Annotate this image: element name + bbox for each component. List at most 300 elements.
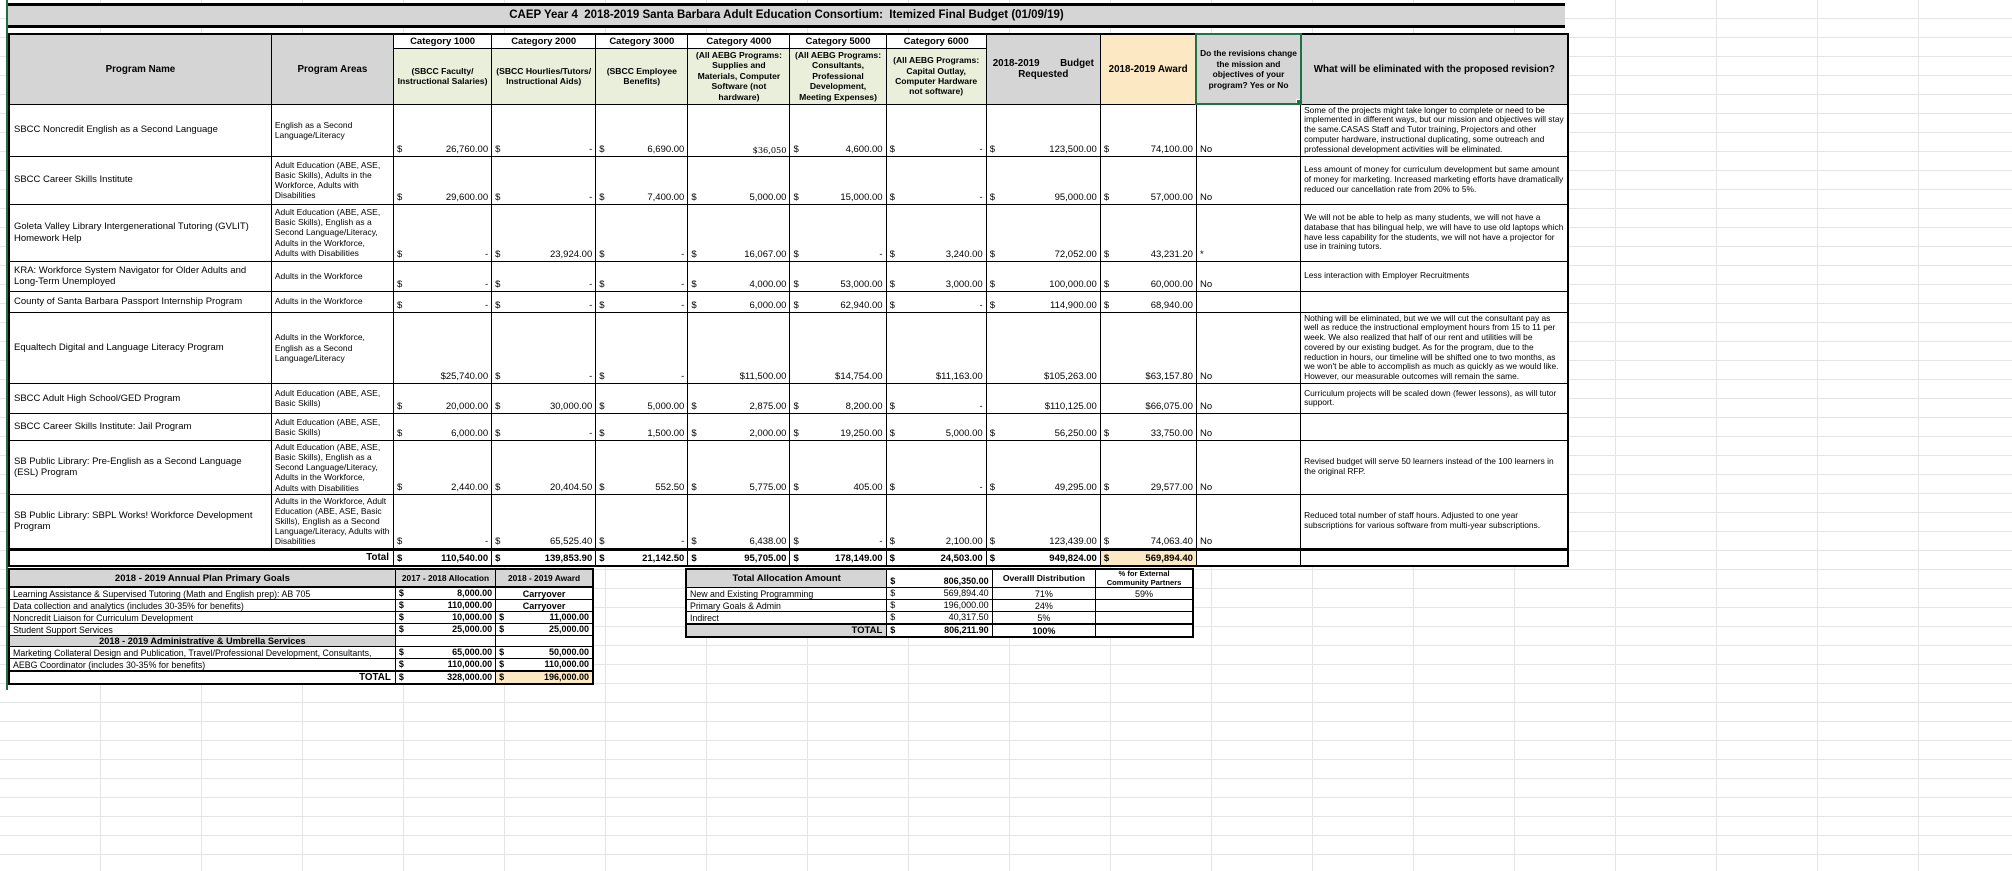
currency-symbol: $ [599, 143, 605, 155]
amount-value: 74,100.00 [1150, 143, 1193, 155]
col-subheader-category-2000[interactable]: (SBCC Hourlies/Tutors/ Instructional Aids) [492, 48, 596, 104]
currency-symbol: $ [1103, 191, 1110, 203]
cell-program-areas[interactable]: Adult Education (ABE, ASE, Basic Skills) [271, 383, 393, 413]
amount-value: 110,000.00 [544, 659, 589, 669]
cell-award[interactable] [1100, 261, 1196, 291]
cell-revisions-answer[interactable]: No [1196, 383, 1300, 413]
amount-value: 10,000.00 [452, 612, 493, 622]
cell-cat4000[interactable] [688, 383, 790, 413]
goals-total-award[interactable] [496, 671, 593, 684]
alloc-total-row [686, 624, 1193, 637]
amount-value: 114,900.00 [1050, 299, 1097, 311]
alloc-total-label[interactable]: TOTAL [686, 624, 887, 637]
total-revisions-empty[interactable] [1196, 549, 1300, 566]
total-cat3000[interactable] [596, 549, 688, 566]
cell-cat2000[interactable] [492, 413, 596, 440]
goals-award-value[interactable]: Carryover [496, 600, 593, 612]
currency-symbol: $ [989, 278, 995, 290]
goals-row [9, 659, 593, 672]
cell-cat4000[interactable] [688, 440, 790, 494]
cell-cat6000[interactable] [886, 104, 986, 156]
cell-cat6000[interactable] [886, 156, 986, 204]
currency-symbol: $ [1103, 481, 1110, 493]
cell-eliminated-text[interactable]: Nothing will be eliminated, but we we will cut the consultant pay as well as reduce the instructional employment hours from 15 to 11 per week. We also realized that half of our rent and utilities will be covered by our existing budget. As for the program, due to the reduction in hours, our timeline will be shifted one to two months, as we won't be able to accomplish as much as quickly as we would like. However, our measurable outcomes will remain the same. [1301, 312, 1568, 383]
cell-program-name[interactable]: KRA: Workforce System Navigator for Older Adults and Long-Term Unemployed [9, 261, 271, 291]
currency-symbol: $ [495, 553, 501, 565]
amount-value: - [589, 427, 593, 439]
total-cat4000[interactable] [688, 549, 790, 566]
amount-value: 405.00 [853, 481, 883, 493]
alloc-row [686, 588, 1193, 600]
cell-budget-requested[interactable] [986, 104, 1100, 156]
goals-item-label[interactable]: Learning Assistance & Supervised Tutoring (Math and English prep): AB 705 [9, 587, 395, 600]
cell-revisions-answer[interactable]: No [1196, 312, 1300, 383]
goals-header-row [9, 569, 593, 587]
amount-value: - [879, 535, 883, 547]
cell-revisions-answer[interactable]: No [1196, 413, 1300, 440]
cell-cat3000[interactable] [596, 261, 688, 291]
currency-symbol: $ [890, 625, 896, 636]
goals-row [9, 587, 593, 600]
cell-budget-requested[interactable]: $105,263.00 [986, 312, 1100, 383]
program-row [9, 156, 1568, 204]
cell-program-name[interactable]: Equaltech Digital and Language Literacy Program [9, 312, 271, 383]
program-row [9, 413, 1568, 440]
col-subheader-category-3000[interactable]: (SBCC Employee Benefits) [596, 48, 688, 104]
cell-program-areas[interactable]: Adults in the Workforce, English as a Second Language/Literacy [271, 312, 393, 383]
amount-value: - [681, 299, 685, 311]
col-header-category-4000[interactable]: Category 4000 [688, 34, 790, 48]
cell-cat1000[interactable] [393, 156, 491, 204]
amount-value: 123,500.00 [1049, 143, 1097, 155]
frozen-pane-line [6, 0, 8, 690]
cell-revisions-answer[interactable]: * [1196, 204, 1300, 261]
cell-cat6000[interactable] [886, 291, 986, 312]
amount-value: 569,894.40 [943, 588, 989, 599]
cell-cat3000[interactable] [596, 383, 688, 413]
cell-program-areas[interactable]: Adults in the Workforce, Adult Education (ABE, ASE, Basic Skills), English as a Second Language/Literacy, Adults with Disabilities [271, 494, 393, 549]
cell-program-areas[interactable]: Adults in the Workforce [271, 261, 393, 291]
cell-cat3000[interactable] [596, 291, 688, 312]
alloc-header-distribution[interactable]: Overalll Distribution [992, 569, 1095, 588]
cell-budget-requested[interactable] [986, 204, 1100, 261]
cell-budget-requested[interactable] [986, 261, 1100, 291]
amount-value: 21,142.50 [642, 553, 685, 565]
alloc-amount-value[interactable] [887, 588, 992, 600]
amount-value: 2,100.00 [945, 535, 983, 547]
cell-cat1000[interactable] [393, 440, 491, 494]
cell-program-name[interactable]: SB Public Library: Pre-English as a Second Language (ESL) Program [9, 440, 271, 494]
cell-award[interactable] [1100, 204, 1196, 261]
cell-cat1000[interactable] [393, 413, 491, 440]
cell-program-areas[interactable]: Adult Education (ABE, ASE, Basic Skills), English as a Second Language/Literacy, Adults in the Workforce, Adults with Disabilities [271, 440, 393, 494]
goals-item-label[interactable]: Student Support Services [9, 624, 395, 636]
currency-symbol: $ [793, 553, 799, 565]
col-header-award[interactable]: 2018-2019 Award [1100, 34, 1196, 104]
goals-award-value[interactable] [496, 624, 593, 636]
cell-cat4000[interactable] [688, 494, 790, 549]
goals-header-title[interactable]: 2018 - 2019 Annual Plan Primary Goals [9, 569, 395, 587]
cell-program-areas[interactable]: Adult Education (ABE, ASE, Basic Skills), English as a Second Language/Literacy, Adults in the Workforce, Adults with Disabilities [271, 204, 393, 261]
cell-cat2000[interactable] [492, 383, 596, 413]
currency-symbol: $ [889, 427, 895, 439]
alloc-amount-value[interactable] [887, 600, 992, 612]
goals-award-value[interactable] [496, 647, 593, 659]
cell-eliminated-text[interactable]: Less amount of money for curriculum development but same amount of money for marketing. Increased marketing efforts have dramatically reduced our cancellation rate from 20% to 5%. [1301, 156, 1568, 204]
amount-value: 29,600.00 [445, 191, 489, 203]
amount-value: 328,000.00 [447, 672, 493, 682]
cell-eliminated-text[interactable]: We will not be able to help as many students, we will not have a database that has bilingual help, we will have to use old laptops which have less capability for the students, we will not have a projector for use in training tutors. [1301, 204, 1568, 261]
cell-award[interactable] [1100, 104, 1196, 156]
cell-cat2000[interactable] [492, 156, 596, 204]
cell-cat4000[interactable] [688, 204, 790, 261]
cell-cat2000[interactable] [492, 291, 596, 312]
cell-cat3000[interactable] [596, 413, 688, 440]
cell-cat4000[interactable] [688, 261, 790, 291]
cell-cat5000[interactable] [790, 494, 886, 549]
currency-symbol: $ [398, 624, 404, 634]
currency-symbol: $ [691, 400, 697, 412]
cell-eliminated-text[interactable]: Less interaction with Employer Recruitments [1301, 261, 1568, 291]
goals-item-label[interactable]: Marketing Collateral Design and Publication, Travel/Professional Development, Consultants, [9, 647, 395, 659]
currency-symbol: $ [499, 672, 505, 682]
goals-item-label[interactable]: AEBG Coordinator (includes 30-35% for benefits) [9, 659, 395, 672]
amount-value: 569,894.40 [1145, 553, 1193, 565]
cell-cat4000[interactable] [688, 413, 790, 440]
currency-symbol: $ [495, 400, 501, 412]
goals-allocation-value[interactable] [395, 624, 495, 636]
col-header-eliminated[interactable]: What will be eliminated with the proposed revision? [1301, 34, 1568, 104]
cell-award[interactable]: $63,157.80 [1100, 312, 1196, 383]
alloc-amount-value[interactable] [887, 612, 992, 625]
cell-award[interactable] [1100, 494, 1196, 549]
program-row [9, 312, 1568, 383]
amount-value: 5,000.00 [749, 191, 787, 203]
cell-cat5000[interactable] [790, 261, 886, 291]
cell-revisions-answer[interactable]: No [1196, 156, 1300, 204]
currency-symbol: $ [396, 143, 403, 155]
cell-cat2000[interactable] [492, 494, 596, 549]
currency-symbol: $ [495, 191, 501, 203]
goals-award-value[interactable] [496, 659, 593, 672]
currency-symbol: $ [396, 553, 403, 565]
total-cat5000[interactable] [790, 549, 886, 566]
cell-program-areas[interactable]: Adults in the Workforce [271, 291, 393, 312]
cell-program-name[interactable]: Goleta Valley Library Intergenerational Tutoring (GVLIT) Homework Help [9, 204, 271, 261]
currency-symbol: $ [398, 672, 404, 682]
cell-budget-requested[interactable] [986, 440, 1100, 494]
currency-symbol: $ [1103, 248, 1110, 260]
cell-cat5000[interactable]: $14,754.00 [790, 312, 886, 383]
cell-cat6000[interactable]: $11,163.00 [886, 312, 986, 383]
total-eliminated-empty[interactable] [1301, 549, 1568, 566]
cell-award[interactable]: $66,075.00 [1100, 383, 1196, 413]
amount-value: 2,440.00 [451, 481, 489, 493]
currency-symbol: $ [1103, 427, 1110, 439]
col-header-category-3000[interactable]: Category 3000 [596, 34, 688, 48]
currency-symbol: $ [1103, 299, 1110, 311]
cell-cat2000[interactable] [492, 104, 596, 156]
cell-budget-requested[interactable]: $110,125.00 [986, 383, 1100, 413]
cell-revisions-answer[interactable] [1196, 291, 1300, 312]
cell-cat6000[interactable] [886, 494, 986, 549]
amount-value: 26,760.00 [445, 143, 489, 155]
cell-award[interactable] [1100, 440, 1196, 494]
cell-award[interactable] [1100, 156, 1196, 204]
cell-cat6000[interactable] [886, 440, 986, 494]
goals-header-2018-award[interactable]: 2018 - 2019 Award [496, 569, 593, 587]
cell-cat1000[interactable] [393, 261, 491, 291]
currency-symbol: $ [889, 553, 895, 565]
col-header-category-1000[interactable]: Category 1000 [393, 34, 491, 48]
cell-cat3000[interactable] [596, 104, 688, 156]
cell-cat1000[interactable] [393, 204, 491, 261]
currency-symbol: $ [495, 248, 501, 260]
currency-symbol: $ [691, 299, 697, 311]
cell-cat2000[interactable] [492, 261, 596, 291]
currency-symbol: $ [495, 535, 501, 547]
cell-program-name[interactable]: SBCC Career Skills Institute: Jail Program [9, 413, 271, 440]
cell-cat4000[interactable] [688, 156, 790, 204]
currency-symbol: $ [989, 143, 995, 155]
amount-value: - [979, 400, 983, 412]
program-row [9, 204, 1568, 261]
amount-value: - [589, 191, 593, 203]
currency-symbol: $ [499, 624, 505, 634]
cell-cat3000[interactable] [596, 156, 688, 204]
amount-value: 3,240.00 [945, 248, 983, 260]
currency-symbol: $ [890, 600, 896, 611]
amount-value: 4,600.00 [845, 143, 883, 155]
cell-cat1000[interactable] [393, 383, 491, 413]
cell-eliminated-text[interactable] [1301, 291, 1568, 312]
alloc-distribution-value[interactable]: 71% [992, 588, 1095, 600]
goals-allocation-value[interactable] [395, 587, 495, 600]
amount-value: 5,775.00 [749, 481, 787, 493]
amount-value: 6,438.00 [749, 535, 787, 547]
program-row [9, 261, 1568, 291]
currency-symbol: $ [691, 535, 697, 547]
amount-value: 7,400.00 [647, 191, 685, 203]
cell-cat2000[interactable] [492, 312, 596, 383]
cell-cat4000[interactable]: $36,050 [688, 104, 790, 156]
goals-section-empty[interactable] [395, 636, 495, 647]
cell-cat1000[interactable] [393, 291, 491, 312]
currency-symbol: $ [989, 481, 995, 493]
goals-total-label[interactable]: TOTAL [9, 671, 395, 684]
currency-symbol: $ [889, 535, 895, 547]
cell-budget-requested[interactable] [986, 156, 1100, 204]
total-cat6000[interactable] [886, 549, 986, 566]
currency-symbol: $ [1103, 278, 1110, 290]
amount-value: - [979, 481, 983, 493]
goals-allocation-value[interactable] [395, 659, 495, 672]
cell-revisions-answer[interactable]: No [1196, 261, 1300, 291]
goals-row [9, 647, 593, 659]
alloc-distribution-value[interactable]: 5% [992, 612, 1095, 625]
goals-section-header[interactable]: 2018 - 2019 Administrative & Umbrella Services [9, 636, 395, 647]
total-award[interactable] [1100, 549, 1196, 566]
col-subheader-category-6000[interactable]: (All AEBG Programs: Capital Outlay, Computer Hardware not software) [886, 48, 986, 104]
cell-cat1000[interactable]: $25,740.00 [393, 312, 491, 383]
cell-cat3000[interactable] [596, 312, 688, 383]
cell-eliminated-text[interactable]: Revised budget will serve 50 learners instead of the 100 learners in the original RFP. [1301, 440, 1568, 494]
col-header-program-areas[interactable]: Program Areas [271, 34, 393, 104]
cell-cat5000[interactable] [790, 383, 886, 413]
total-cat1000[interactable] [393, 549, 491, 566]
col-header-budget-requested[interactable]: 2018-2019 Budget Requested [986, 34, 1100, 104]
cell-cat2000[interactable] [492, 440, 596, 494]
cell-cat3000[interactable] [596, 494, 688, 549]
cell-program-name[interactable]: SBCC Noncredit English as a Second Language [9, 104, 271, 156]
cell-cat3000[interactable] [596, 204, 688, 261]
goals-item-label[interactable]: Noncredit Liaison for Curriculum Development [9, 612, 395, 624]
cell-cat6000[interactable] [886, 261, 986, 291]
alloc-total-external-empty[interactable] [1096, 624, 1193, 637]
total-cat2000[interactable] [492, 549, 596, 566]
amount-value: 178,149.00 [835, 553, 883, 565]
cell-cat5000[interactable] [790, 204, 886, 261]
cell-program-areas[interactable]: English as a Second Language/Literacy [271, 104, 393, 156]
cell-cat4000[interactable]: $11,500.00 [688, 312, 790, 383]
cell-cat6000[interactable] [886, 413, 986, 440]
cell-award[interactable] [1100, 413, 1196, 440]
cell-cat1000[interactable] [393, 494, 491, 549]
cell-program-areas[interactable]: Adult Education (ABE, ASE, Basic Skills) [271, 413, 393, 440]
amount-value: 20,000.00 [445, 400, 489, 412]
program-row [9, 494, 1568, 549]
cell-cat6000[interactable] [886, 383, 986, 413]
alloc-external-value[interactable] [1096, 600, 1193, 612]
total-budget-requested[interactable] [986, 549, 1100, 566]
cell-eliminated-text[interactable] [1301, 413, 1568, 440]
cell-eliminated-text[interactable]: Some of the projects might take longer to complete or need to be implemented in different ways, but our mission and objectives will stay the same.CASAS Staff and Tutor training, Projectors and other computer hardware, instructional duplicating, some outreach and professional development activities will be eliminated. [1301, 104, 1568, 156]
currency-symbol: $ [691, 278, 697, 290]
currency-symbol: $ [989, 299, 995, 311]
sheet-title: CAEP Year 4 2018-2019 Santa Barbara Adult Education Consortium: Itemized Final Budget (01/09/19) [8, 3, 1565, 28]
cell-revisions-answer[interactable]: No [1196, 440, 1300, 494]
cell-program-name[interactable]: SB Public Library: SBPL Works! Workforce Development Program [9, 494, 271, 549]
currency-symbol: $ [989, 191, 995, 203]
amount-value: 53,000.00 [840, 278, 883, 290]
amount-value: 30,000.00 [549, 400, 593, 412]
goals-section-empty[interactable] [496, 636, 593, 647]
cell-program-name[interactable]: County of Santa Barbara Passport Internship Program [9, 291, 271, 312]
goals-award-value[interactable]: Carryover [496, 587, 593, 600]
cell-cat5000[interactable] [790, 104, 886, 156]
cell-cat3000[interactable] [596, 440, 688, 494]
alloc-item-label[interactable]: Primary Goals & Admin [686, 600, 887, 612]
cell-budget-requested[interactable] [986, 494, 1100, 549]
cell-revisions-answer[interactable]: No [1196, 494, 1300, 549]
currency-symbol: $ [1103, 535, 1110, 547]
currency-symbol: $ [793, 427, 799, 439]
cell-cat5000[interactable] [790, 413, 886, 440]
currency-symbol: $ [398, 647, 404, 657]
cell-budget-requested[interactable] [986, 291, 1100, 312]
currency-symbol: $ [599, 481, 605, 493]
cell-program-name[interactable]: SBCC Career Skills Institute [9, 156, 271, 204]
goals-allocation-value[interactable] [395, 647, 495, 659]
currency-symbol: $ [396, 535, 403, 547]
amount-value: 29,577.00 [1150, 481, 1193, 493]
col-header-category-5000[interactable]: Category 5000 [790, 34, 886, 48]
cell-cat6000[interactable] [886, 204, 986, 261]
cell-award[interactable] [1100, 291, 1196, 312]
amount-value: - [589, 143, 593, 155]
goals-item-label[interactable]: Data collection and analytics (includes 30-35% for benefits) [9, 600, 395, 612]
total-label[interactable]: Total [9, 549, 393, 566]
cell-cat4000[interactable] [688, 291, 790, 312]
amount-value: 6,000.00 [749, 299, 787, 311]
cell-program-areas[interactable]: Adult Education (ABE, ASE, Basic Skills), Adults in the Workforce, Adults with Disabilities [271, 156, 393, 204]
goals-allocation-value[interactable] [395, 600, 495, 612]
alloc-external-value[interactable] [1096, 612, 1193, 625]
amount-value: 74,063.40 [1150, 535, 1193, 547]
amount-value: 2,000.00 [749, 427, 787, 439]
amount-value: - [681, 248, 685, 260]
amount-value: - [589, 370, 593, 382]
alloc-header-title[interactable]: Total Allocation Amount [686, 569, 887, 588]
cell-cat2000[interactable] [492, 204, 596, 261]
goals-award-value[interactable] [496, 612, 593, 624]
col-header-category-6000[interactable]: Category 6000 [886, 34, 986, 48]
currency-symbol: $ [396, 278, 403, 290]
amount-value: 1,500.00 [647, 427, 685, 439]
col-header-category-2000[interactable]: Category 2000 [492, 34, 596, 48]
amount-value: 8,200.00 [845, 400, 883, 412]
amount-value: 100,000.00 [1049, 278, 1097, 290]
alloc-total-distribution[interactable]: 100% [992, 624, 1095, 637]
cell-eliminated-text[interactable]: Curriculum projects will be scaled down (fewer lessons), as will tutor support. [1301, 383, 1568, 413]
cell-budget-requested[interactable] [986, 413, 1100, 440]
amount-value: 43,231.20 [1150, 248, 1193, 260]
cell-eliminated-text[interactable]: Reduced total number of staff hours. Adjusted to one year subscriptions for various software from multi-year subscriptions. [1301, 494, 1568, 549]
alloc-distribution-value[interactable]: 24% [992, 600, 1095, 612]
amount-value: - [681, 535, 685, 547]
cell-cat5000[interactable] [790, 440, 886, 494]
cell-cat1000[interactable] [393, 104, 491, 156]
alloc-total-amount[interactable] [887, 624, 992, 637]
col-subheader-category-4000[interactable]: (All AEBG Programs: Supplies and Materials, Computer Software (not hardware) [688, 48, 790, 104]
alloc-external-value[interactable]: 59% [1096, 588, 1193, 600]
cell-cat5000[interactable] [790, 291, 886, 312]
alloc-header-external[interactable]: % for External Community Partners [1096, 569, 1193, 588]
col-header-program-name[interactable]: Program Name [9, 34, 271, 104]
goals-header-2017-allocation[interactable]: 2017 - 2018 Allocation [395, 569, 495, 587]
currency-symbol: $ [691, 191, 697, 203]
col-subheader-category-1000[interactable]: (SBCC Faculty/ Instructional Salaries) [393, 48, 491, 104]
amount-value: 40,317.50 [948, 612, 989, 623]
cell-program-name[interactable]: SBCC Adult High School/GED Program [9, 383, 271, 413]
currency-symbol: $ [793, 481, 799, 493]
amount-value: 6,690.00 [647, 143, 685, 155]
col-subheader-category-5000[interactable]: (All AEBG Programs: Consultants, Professional Development, Meeting Expenses) [790, 48, 886, 104]
currency-symbol: $ [495, 370, 501, 382]
alloc-item-label[interactable]: New and Existing Programming [686, 588, 887, 600]
amount-value: 49,295.00 [1054, 481, 1097, 493]
alloc-item-label[interactable]: Indirect [686, 612, 887, 625]
goals-allocation-value[interactable] [395, 612, 495, 624]
alloc-header-amount[interactable] [887, 569, 992, 588]
cell-revisions-answer[interactable]: No [1196, 104, 1300, 156]
cell-cat5000[interactable] [790, 156, 886, 204]
goals-total-allocation[interactable] [395, 671, 495, 684]
amount-value: 65,525.40 [549, 535, 593, 547]
program-row [9, 383, 1568, 413]
amount-value: 95,000.00 [1054, 191, 1097, 203]
col-header-revisions-question[interactable]: Do the revisions change the mission and objectives of your program? Yes or No [1196, 34, 1300, 104]
